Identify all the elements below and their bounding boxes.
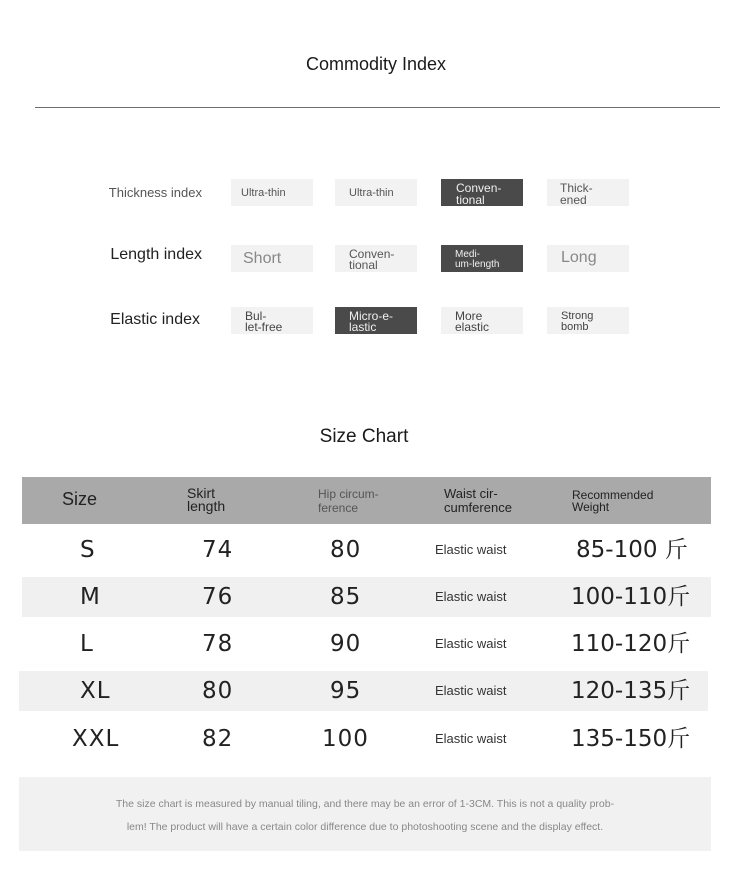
cell-size: M	[80, 584, 101, 610]
size-note-line-1: The size chart is measured by manual tiling, and there may be an error of 1-3CM. This is not a quality prob-	[115, 798, 615, 810]
header-size: Size	[62, 489, 98, 509]
length-option-long	[547, 245, 629, 272]
size-note-line-2: lem! The product will have a certain color difference due to photoshooting scene and the display effect.	[126, 821, 604, 833]
cell-size: XXL	[72, 726, 120, 752]
thickness-option-conventional	[441, 179, 523, 206]
cell-waist: Elastic waist	[435, 636, 507, 651]
option-text: Micro-e- lastic	[349, 309, 393, 334]
cell-skirt-length: 78	[202, 631, 234, 657]
option-text: Medi- um-length	[455, 249, 500, 270]
size-note-box	[19, 777, 711, 851]
thickness-option-ultra-thin	[231, 179, 313, 206]
size-chart-title: Size Chart	[319, 426, 409, 447]
cell-hip: 80	[330, 537, 362, 563]
option-text: Bul- let-free	[245, 309, 283, 334]
cell-hip: 85	[330, 584, 362, 610]
length-option-short	[231, 245, 313, 272]
size-chart-header	[22, 477, 711, 524]
cell-skirt-length: 74	[202, 537, 234, 563]
cell-size: S	[80, 537, 96, 563]
cell-skirt-length: 76	[202, 584, 234, 610]
cell-weight: 110-120斤	[571, 631, 691, 657]
section-divider	[35, 107, 720, 108]
header-skirt-length: Skirt length	[187, 485, 226, 514]
elastic-option-micro-elastic	[335, 307, 417, 334]
table-row	[22, 624, 711, 664]
cell-weight: 100-110斤	[571, 584, 691, 610]
cell-skirt-length: 80	[202, 678, 234, 704]
cell-hip: 90	[330, 631, 362, 657]
option-text: Long	[561, 249, 597, 266]
cell-waist: Elastic waist	[435, 683, 507, 698]
length-index-label: Length index	[110, 246, 202, 263]
header-recommended-weight: Recommended Weight	[572, 488, 654, 514]
option-text: More elastic	[455, 309, 490, 334]
option-text: Strong bomb	[561, 310, 594, 333]
thickness-index-label: Thickness index	[108, 185, 202, 200]
table-row	[22, 577, 711, 617]
thickness-option-ultra-thin-2	[335, 179, 417, 206]
table-row	[22, 530, 711, 570]
cell-weight: 120-135斤	[571, 678, 691, 704]
cell-waist: Elastic waist	[435, 731, 507, 746]
header-waist-circumference: Waist cir- cumference	[444, 486, 512, 515]
length-option-conventional	[335, 245, 417, 272]
elastic-option-strong-bomb	[547, 307, 629, 334]
elastic-option-more-elastic	[441, 307, 523, 334]
option-text: Conven- tional	[349, 247, 395, 272]
cell-size: XL	[80, 678, 111, 704]
thickness-option-thickened	[547, 179, 629, 206]
elastic-index-label: Elastic index	[110, 311, 200, 328]
cell-waist: Elastic waist	[435, 542, 507, 557]
cell-skirt-length: 82	[202, 726, 234, 752]
table-row	[22, 719, 711, 759]
elastic-option-bullet-free	[231, 307, 313, 334]
cell-size: L	[80, 631, 94, 657]
table-row	[19, 671, 708, 711]
header-hip-circumference: Hip circum- ference	[318, 487, 379, 515]
cell-hip: 100	[322, 726, 369, 752]
length-option-medium-length	[441, 245, 523, 272]
option-text: Ultra-thin	[349, 187, 394, 199]
cell-waist: Elastic waist	[435, 589, 507, 604]
option-text: Conven- tional	[456, 181, 502, 207]
cell-hip: 95	[330, 678, 362, 704]
commodity-index-title: Commodity Index	[305, 54, 447, 74]
option-text: Short	[243, 250, 282, 267]
cell-weight: 135-150斤	[571, 726, 691, 752]
option-text: Thick- ened	[560, 181, 593, 207]
option-text: Ultra-thin	[241, 187, 286, 199]
cell-weight: 85-100 斤	[576, 537, 688, 563]
